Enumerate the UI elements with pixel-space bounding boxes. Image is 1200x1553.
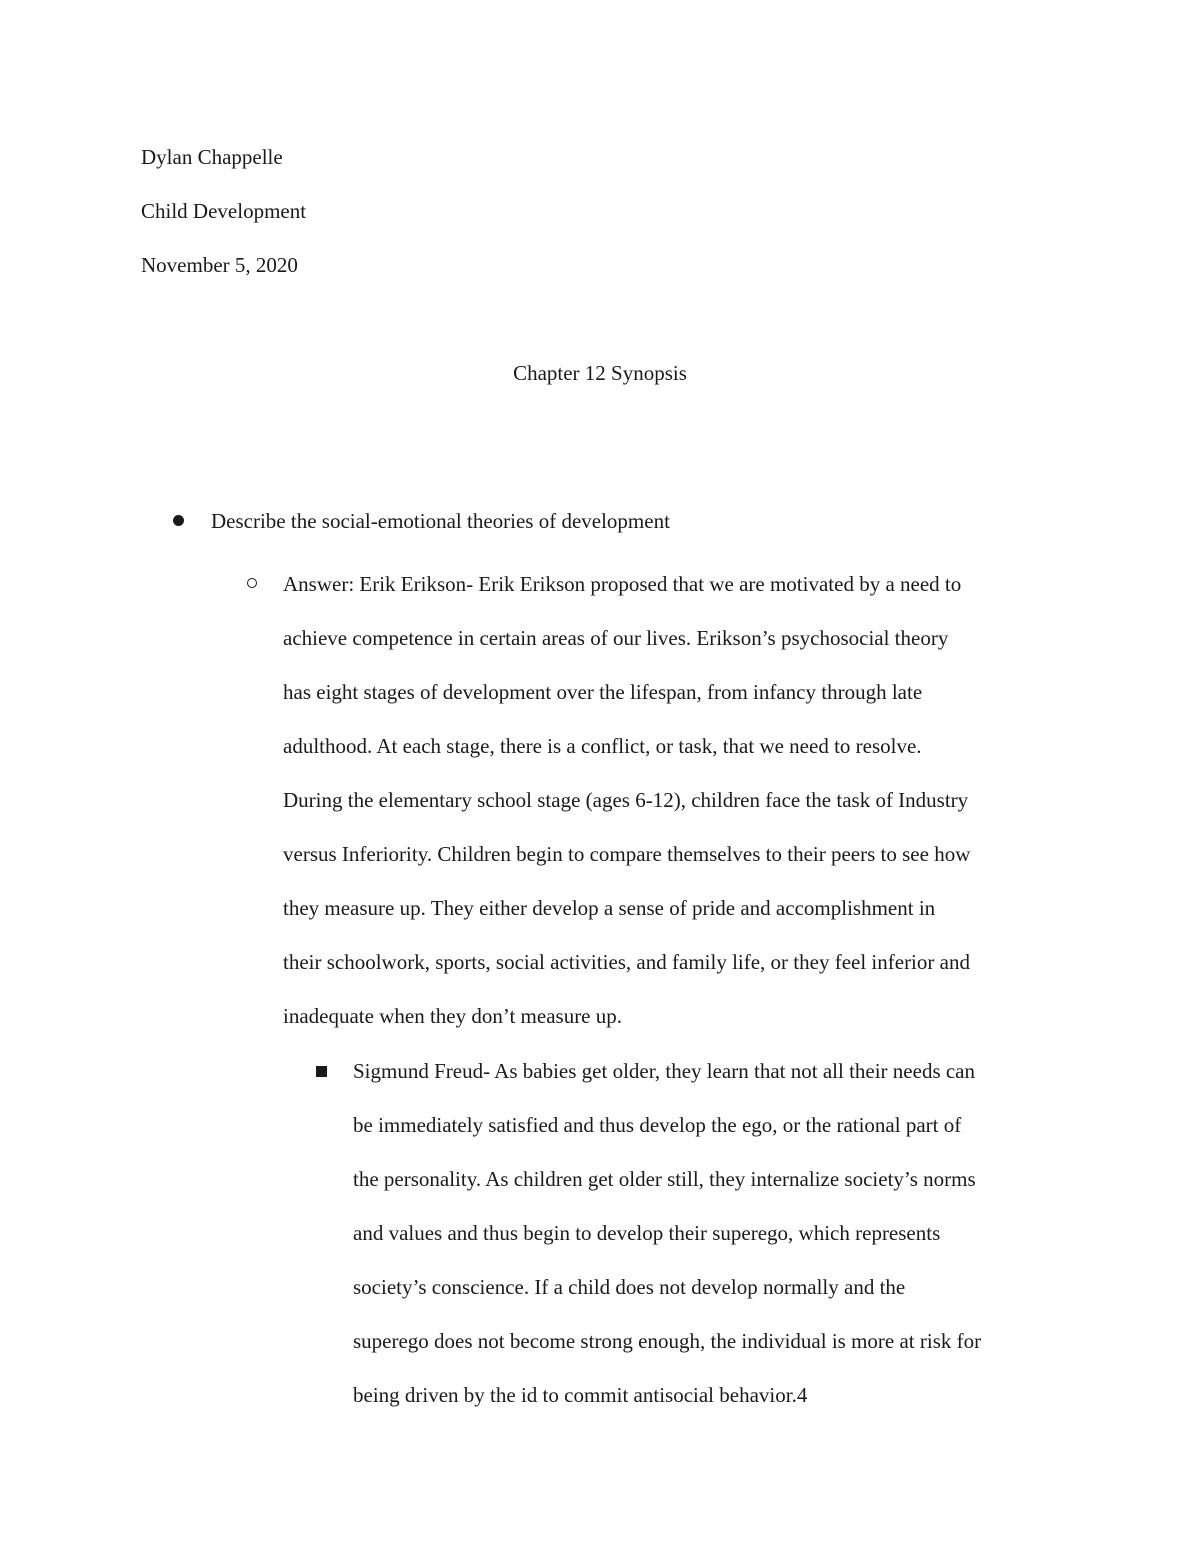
answer-line: During the elementary school stage (ages 6-12), children face the task of Industry <box>283 788 969 812</box>
answer-line: Answer: Erik Erikson- Erik Erikson proposed that we are motivated by a need to <box>283 572 962 596</box>
answer-line: adulthood. At each stage, there is a conflict, or task, that we need to resolve. <box>283 734 922 758</box>
course-name: Child Development <box>141 199 307 223</box>
answer-line: achieve competence in certain areas of our lives. Erikson’s psychosocial theory <box>283 626 949 650</box>
freud-line: Sigmund Freud- As babies get older, they learn that not all their needs can <box>353 1059 976 1083</box>
document-date: November 5, 2020 <box>141 253 298 277</box>
answer-line: versus Inferiority. Children begin to compare themselves to their peers to see how <box>283 842 971 866</box>
freud-line: society’s conscience. If a child does not develop normally and the <box>353 1275 906 1299</box>
freud-line: superego does not become strong enough, the individual is more at risk for <box>353 1329 982 1353</box>
bullet-level-1 <box>211 494 1071 548</box>
bullet-level-2 <box>283 557 1083 1043</box>
filled-circle-bullet-icon <box>173 515 184 526</box>
bullet-level-3 <box>353 1044 1093 1422</box>
freud-line: the personality. As children get older still, they internalize society’s norms <box>353 1167 976 1191</box>
author-name: Dylan Chappelle <box>141 145 283 169</box>
freud-line: be immediately satisfied and thus develop the ego, or the rational part of <box>353 1113 962 1137</box>
bullet-level-1-text: Describe the social-emotional theories of development <box>211 509 670 533</box>
answer-line: they measure up. They either develop a sense of pride and accomplishment in <box>283 896 936 920</box>
document-title: Chapter 12 Synopsis <box>513 361 687 385</box>
answer-line: inadequate when they don’t measure up. <box>283 1004 623 1028</box>
freud-line: and values and thus begin to develop their superego, which represents <box>353 1221 941 1245</box>
freud-line: being driven by the id to commit antisocial behavior.4 <box>353 1383 808 1407</box>
answer-line: their schoolwork, sports, social activities, and family life, or they feel inferior and <box>283 950 970 974</box>
filled-square-bullet-icon <box>316 1066 327 1077</box>
answer-line: has eight stages of development over the lifespan, from infancy through late <box>283 680 923 704</box>
hollow-circle-bullet-icon <box>247 578 257 588</box>
